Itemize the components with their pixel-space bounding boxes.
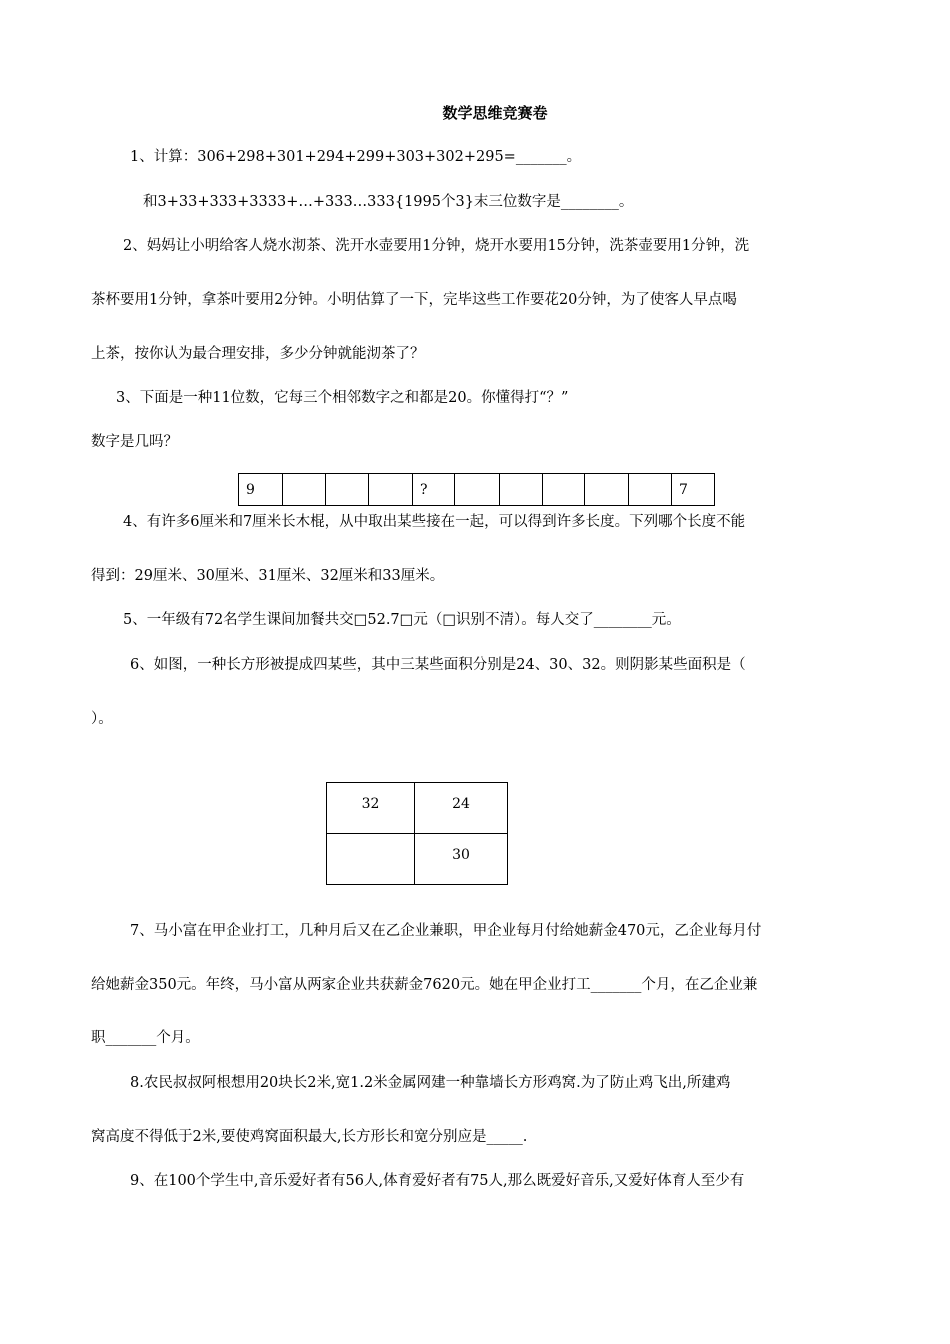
rect-cell-top-right: 24 <box>415 783 508 834</box>
digit-cell <box>369 474 413 506</box>
q8-line1: 8.农民叔叔阿根想用20块长2米,宽1.2米金属网建一种靠墙长方形鸡窝.为了防止鸡飞出,所建鸡 <box>130 1075 731 1091</box>
q4-line1: 4、有许多6厘米和7厘米长木棍，从中取出某些接在一起，可以得到许多长度。下列哪个长度不能 <box>123 514 746 530</box>
q9-line1: 9、在100个学生中,音乐爱好者有56人,体育爱好者有75人,那么既爱好音乐,又爱好体育人至少有 <box>130 1173 745 1189</box>
digit-cell <box>500 474 543 506</box>
rect-cell-top-left: 32 <box>327 783 415 834</box>
q7-line1: 7、马小富在甲企业打工，几种月后又在乙企业兼职，甲企业每月付给她薪金470元，乙企业每月付 <box>130 923 762 939</box>
digit-cell: ? <box>413 474 455 506</box>
q5-line1: 5、一年级有72名学生课间加餐共交□52.7□元（□识别不清）。每人交了________元。 <box>123 612 681 628</box>
q3-line2: 数字是几吗？ <box>91 434 178 450</box>
rect-row <box>327 834 508 885</box>
digit-cell: 9 <box>239 474 283 506</box>
digit-cell <box>455 474 500 506</box>
digit-cell <box>543 474 585 506</box>
q6-line1: 6、如图，一种长方形被提成四某些，其中三某些面积分别是24、30、32。则阴影某些面积是（ <box>130 657 746 673</box>
q6-line2: ）。 <box>91 711 113 727</box>
digit-table <box>238 473 715 506</box>
q2-line1: 2、妈妈让小明给客人烧水沏茶、洗开水壶要用1分钟，烧开水要用15分钟，洗茶壶要用1分钟，洗 <box>123 238 750 254</box>
q2-line3: 上茶，按你认为最合理安排，多少分钟就能沏茶了？ <box>91 346 425 362</box>
q2-line2: 茶杯要用1分钟，拿茶叶要用2分钟。小明估算了一下，完毕这些工作要花20分钟，为了使客人早点喝 <box>91 292 737 308</box>
q8-line2: 窝高度不得低于2米,要使鸡窝面积最大,长方形长和宽分别应是_____. <box>91 1129 528 1145</box>
q1-line1: 1、计算：306+298+301+294+299+303+302+295=_______。 <box>130 149 582 165</box>
q7-line3: 职_______个月。 <box>91 1030 200 1046</box>
q7-line2: 给她薪金350元。年终，马小富从两家企业共获薪金7620元。她在甲企业打工_______个月，在乙企业兼 <box>91 977 758 993</box>
page-title: 数学思维竞赛卷 <box>442 104 548 122</box>
rect-cell-shaded <box>327 834 415 885</box>
rect-cell-bottom-right: 30 <box>415 834 508 885</box>
digit-cell: 7 <box>672 474 715 506</box>
digit-row <box>239 474 715 506</box>
digit-cell <box>326 474 369 506</box>
rect-row <box>327 783 508 834</box>
area-rectangle <box>326 782 508 885</box>
digit-cell <box>585 474 629 506</box>
q3-line1: 3、下面是一种11位数，它每三个相邻数字之和都是20。你懂得打“？” <box>116 390 569 406</box>
digit-cell <box>283 474 326 506</box>
q4-line2: 得到：29厘米、30厘米、31厘米、32厘米和33厘米。 <box>91 568 445 584</box>
digit-cell <box>629 474 672 506</box>
q1-line2: 和3+33+333+3333+…+333…333{1995个3}末三位数字是________。 <box>143 194 634 210</box>
